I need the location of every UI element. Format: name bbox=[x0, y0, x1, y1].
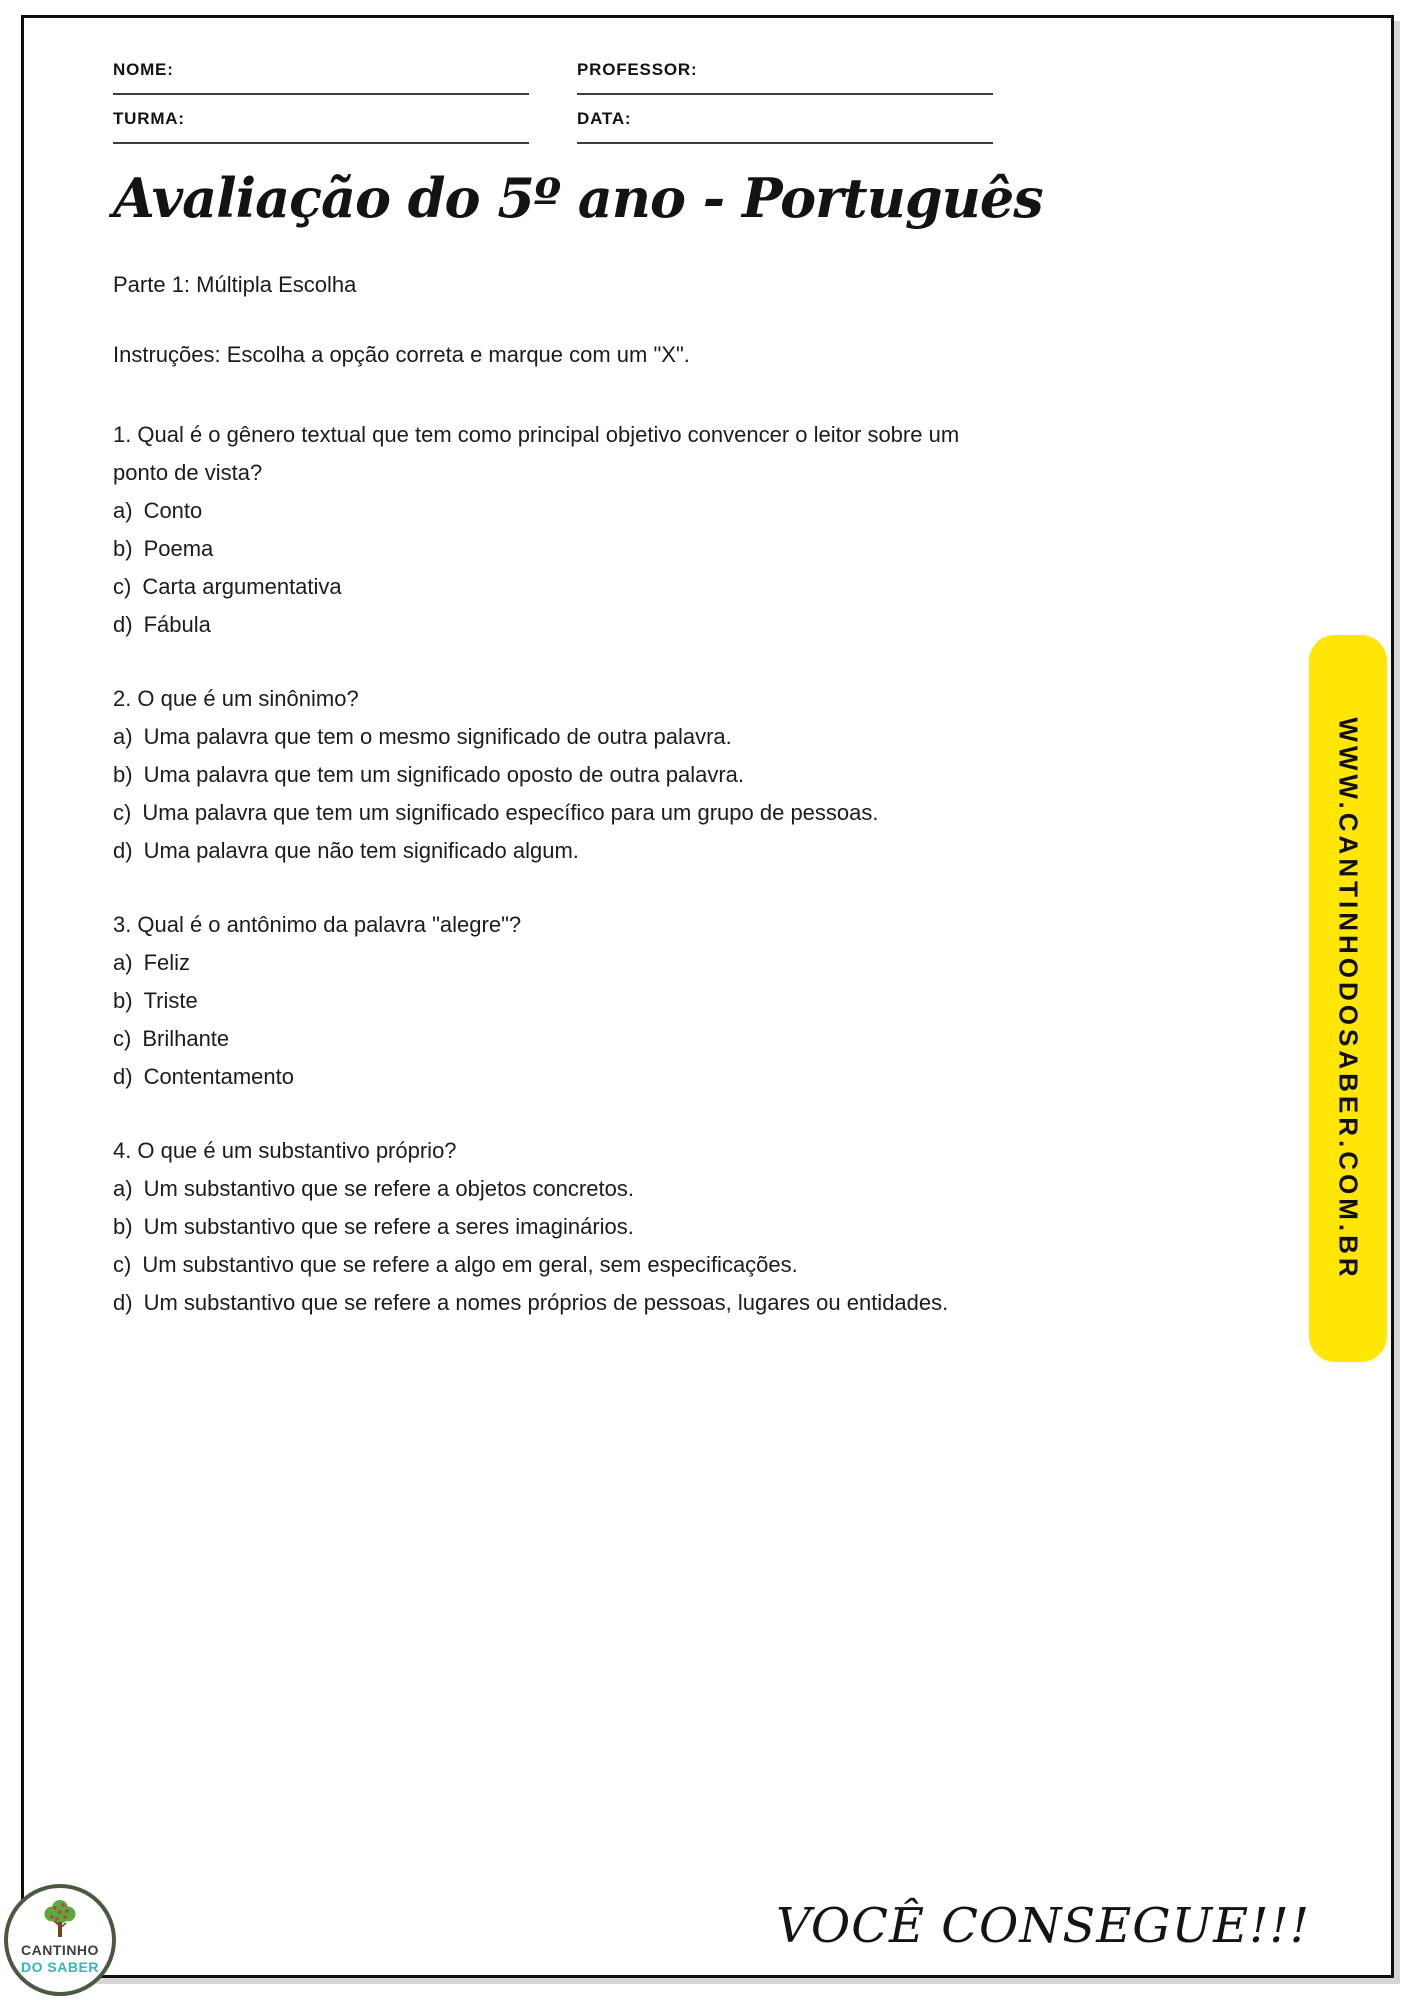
option-text: Um substantivo que se refere a seres imaginários. bbox=[143, 1214, 634, 1239]
option-row bbox=[113, 794, 997, 832]
option-letter: c) bbox=[113, 1252, 132, 1277]
option-row bbox=[113, 832, 997, 870]
option-text: Brilhante bbox=[142, 1026, 230, 1051]
option-text: Poema bbox=[143, 536, 214, 561]
question-number: 1. bbox=[113, 422, 132, 447]
logo-title: CANTINHO bbox=[21, 1942, 99, 1958]
option-row bbox=[113, 1208, 997, 1246]
option-letter: d) bbox=[113, 612, 133, 637]
question-body: Qual é o antônimo da palavra "alegre"? bbox=[137, 912, 522, 937]
name-field-label: NOME: bbox=[113, 60, 174, 79]
option-text: Um substantivo que se refere a nomes próprios de pessoas, lugares ou entidades. bbox=[143, 1290, 949, 1315]
option-letter: a) bbox=[113, 498, 133, 523]
option-letter: d) bbox=[113, 1290, 133, 1315]
school-logo bbox=[4, 1884, 116, 1996]
option-row bbox=[113, 606, 997, 644]
question-body: O que é um substantivo próprio? bbox=[137, 1138, 457, 1163]
option-row bbox=[113, 530, 997, 568]
question-text bbox=[113, 680, 997, 718]
question-2 bbox=[113, 680, 997, 870]
option-text: Carta argumentativa bbox=[142, 574, 342, 599]
data-field-label: DATA: bbox=[577, 109, 632, 128]
page-border-frame bbox=[21, 15, 1394, 1978]
option-letter: b) bbox=[113, 762, 133, 787]
option-text: Feliz bbox=[143, 950, 191, 975]
turma-field bbox=[113, 109, 529, 144]
option-text: Um substantivo que se refere a algo em geral, sem especificações. bbox=[142, 1252, 798, 1277]
option-text: Um substantivo que se refere a objetos concretos. bbox=[143, 1176, 634, 1201]
option-text: Uma palavra que não tem significado algum. bbox=[143, 838, 579, 863]
tree-icon bbox=[40, 1898, 80, 1940]
option-letter: a) bbox=[113, 724, 133, 749]
option-row bbox=[113, 982, 997, 1020]
option-text: Uma palavra que tem um significado específico para um grupo de pessoas. bbox=[142, 800, 879, 825]
option-letter: a) bbox=[113, 1176, 133, 1201]
option-letter: d) bbox=[113, 838, 133, 863]
part-heading: Parte 1: Múltipla Escolha bbox=[113, 272, 357, 297]
name-field bbox=[113, 60, 529, 95]
option-row bbox=[113, 1170, 997, 1208]
option-text: Contentamento bbox=[143, 1064, 294, 1089]
option-row bbox=[113, 1284, 997, 1322]
website-url: WWW.CANTINHODOSABER.COM.BR bbox=[1333, 716, 1364, 1281]
option-letter: c) bbox=[113, 1026, 132, 1051]
questions-list bbox=[113, 416, 997, 1358]
professor-field-label: PROFESSOR: bbox=[577, 60, 698, 79]
option-letter: c) bbox=[113, 800, 132, 825]
question-text bbox=[113, 1132, 997, 1170]
page-title: Avaliação do 5º ano - Português bbox=[113, 166, 1043, 230]
option-text: Triste bbox=[143, 988, 198, 1013]
option-row bbox=[113, 568, 997, 606]
option-text: Conto bbox=[143, 498, 203, 523]
question-1 bbox=[113, 416, 997, 644]
header-fields bbox=[113, 60, 993, 144]
page-content bbox=[24, 18, 1391, 1975]
option-letter: b) bbox=[113, 1214, 133, 1239]
logo-subtitle: DO SABER bbox=[21, 1959, 99, 1975]
turma-field-label: TURMA: bbox=[113, 109, 185, 128]
option-letter: a) bbox=[113, 950, 133, 975]
motivation-text: VOCÊ CONSEGUE!!! bbox=[776, 1898, 1310, 1954]
question-text bbox=[113, 906, 997, 944]
option-letter: c) bbox=[113, 574, 132, 599]
option-letter: b) bbox=[113, 536, 133, 561]
option-letter: b) bbox=[113, 988, 133, 1013]
option-row bbox=[113, 718, 997, 756]
website-banner bbox=[1309, 635, 1387, 1362]
option-row bbox=[113, 1020, 997, 1058]
option-row bbox=[113, 756, 997, 794]
question-body: Qual é o gênero textual que tem como principal objetivo convencer o leitor sobre um ponto de vista? bbox=[113, 422, 960, 485]
professor-field bbox=[577, 60, 993, 95]
option-text: Uma palavra que tem o mesmo significado de outra palavra. bbox=[143, 724, 732, 749]
question-3 bbox=[113, 906, 997, 1096]
data-field bbox=[577, 109, 993, 144]
option-row bbox=[113, 1246, 997, 1284]
question-text bbox=[113, 416, 997, 492]
option-row bbox=[113, 944, 997, 982]
question-body: O que é um sinônimo? bbox=[137, 686, 359, 711]
option-text: Fábula bbox=[143, 612, 211, 637]
option-row bbox=[113, 492, 997, 530]
option-row bbox=[113, 1058, 997, 1096]
question-number: 3. bbox=[113, 912, 132, 937]
option-letter: d) bbox=[113, 1064, 133, 1089]
question-number: 4. bbox=[113, 1138, 132, 1163]
question-number: 2. bbox=[113, 686, 132, 711]
instructions-text: Instruções: Escolha a opção correta e marque com um "X". bbox=[113, 342, 690, 367]
option-text: Uma palavra que tem um significado oposto de outra palavra. bbox=[143, 762, 745, 787]
question-4 bbox=[113, 1132, 997, 1322]
